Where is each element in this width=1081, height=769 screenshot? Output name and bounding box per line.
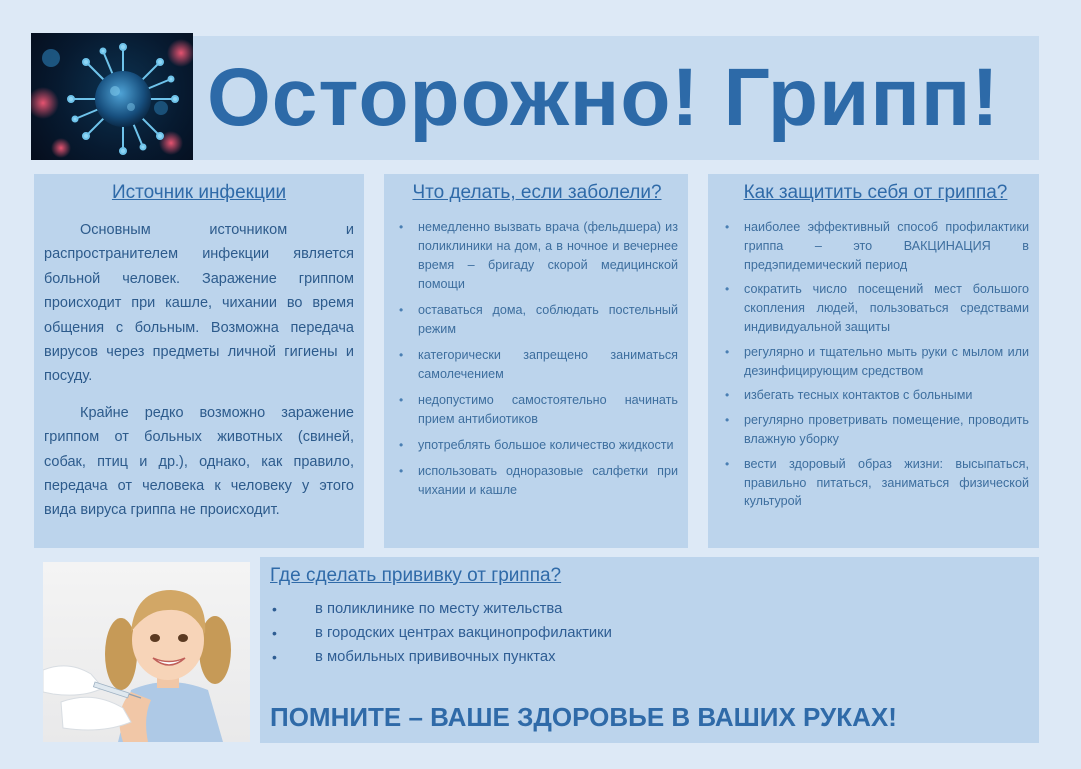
list-item xyxy=(722,218,1029,274)
list-item xyxy=(396,391,678,429)
list-item-text: в мобильных прививочных пунктах xyxy=(315,649,556,665)
bullet-icon: • xyxy=(272,601,277,617)
bullet-icon: • xyxy=(399,348,404,362)
slogan: ПОМНИТЕ – ВАШЕ ЗДОРОВЬЕ В ВАШИХ РУКАХ! xyxy=(270,702,897,732)
list-item xyxy=(396,301,678,339)
page-title: Осторожно! Грипп! xyxy=(207,52,1000,143)
vaccination-list xyxy=(270,597,1029,669)
list-item-text: использовать одноразовые салфетки при чихании и кашле xyxy=(418,464,678,497)
bullet-icon: • xyxy=(725,282,730,297)
list-item xyxy=(722,411,1029,449)
list-item xyxy=(270,645,1029,669)
list-item-text: избегать тесных контактов с больными xyxy=(744,388,973,403)
bullet-icon: • xyxy=(399,464,404,478)
list-item-text: регулярно и тщательно мыть руки с мылом или дезинфицирующим средством xyxy=(744,344,1029,378)
list-item-text: в поликлинике по месту жительства xyxy=(315,601,563,617)
bullet-icon: • xyxy=(725,388,730,403)
virus-image xyxy=(31,33,193,160)
list-item-text: немедленно вызвать врача (фельдшера) из поликлиники на дом, а в ночное и вечернее время – бригаду скорой медицинской помощи xyxy=(418,220,678,291)
girl-vaccination-icon xyxy=(43,562,250,742)
title-banner xyxy=(193,36,1039,160)
source-paragraph: Основным источником и распространителем инфекции является больной человек. Заражение гриппом происходит при кашле, чихании во время общения с больным. Возможна передача вирусов через предметы личной гигиены и посуду. xyxy=(44,222,354,385)
bullet-icon: • xyxy=(399,220,404,234)
bullet-icon: • xyxy=(399,393,404,407)
bullet-icon: • xyxy=(399,438,404,452)
bullet-icon: • xyxy=(725,413,730,428)
list-item xyxy=(722,455,1029,511)
list-item xyxy=(396,462,678,500)
source-paragraph: Крайне редко возможно заражение гриппом от больных животных (свиней, собак, птиц и др.), однако, как правило, передача от человека к человеку у этого вида вируса гриппа не происходит. xyxy=(44,404,354,519)
list-item-text: регулярно проветривать помещение, проводить влажную уборку xyxy=(744,413,1029,446)
vaccination-panel xyxy=(260,557,1039,743)
list-item-text: наиболее эффективный способ профилактики гриппа – это ВАКЦИНАЦИЯ в предэпидемический период xyxy=(744,220,1029,272)
list-item xyxy=(722,280,1029,336)
list-item-text: оставаться дома, соблюдать постельный режим xyxy=(418,303,678,336)
bullet-icon: • xyxy=(272,625,277,641)
source-panel xyxy=(34,174,364,548)
sick-panel xyxy=(384,174,688,548)
list-item-text: сократить число посещений мест большого скопления людей, пользоваться средствами индивидуальной защиты xyxy=(744,282,1029,334)
girl-photo xyxy=(43,562,250,742)
sick-title: Что делать, если заболели? xyxy=(412,182,662,203)
source-title: Источник инфекции xyxy=(111,182,287,203)
bullet-icon: • xyxy=(272,649,277,665)
list-item xyxy=(722,343,1029,381)
list-item-text: в городских центрах вакцинопрофилактики xyxy=(315,625,612,641)
bullet-icon: • xyxy=(399,303,404,317)
protect-list xyxy=(722,218,1029,511)
list-item xyxy=(396,218,678,294)
bullet-icon: • xyxy=(725,456,730,471)
list-item xyxy=(722,386,1029,405)
list-item-text: употреблять большое количество жидкости xyxy=(418,438,674,452)
virus-illustration-icon xyxy=(31,33,193,160)
list-item-text: категорически запрещено заниматься самолечением xyxy=(418,348,678,381)
list-item xyxy=(396,436,678,455)
bullet-icon: • xyxy=(725,344,730,359)
list-item-text: вести здоровый образ жизни: высыпаться, правильно питаться, заниматься физической культурой xyxy=(744,456,1029,509)
protect-title: Как защитить себя от гриппа? xyxy=(743,182,1008,203)
list-item xyxy=(396,346,678,384)
list-item-text: недопустимо самостоятельно начинать прием антибиотиков xyxy=(418,393,678,426)
list-item xyxy=(270,621,1029,645)
sick-list xyxy=(396,218,678,500)
protect-panel xyxy=(708,174,1039,548)
bullet-icon: • xyxy=(725,220,730,234)
vaccination-title: Где сделать прививку от гриппа? xyxy=(270,565,562,586)
list-item xyxy=(270,597,1029,621)
